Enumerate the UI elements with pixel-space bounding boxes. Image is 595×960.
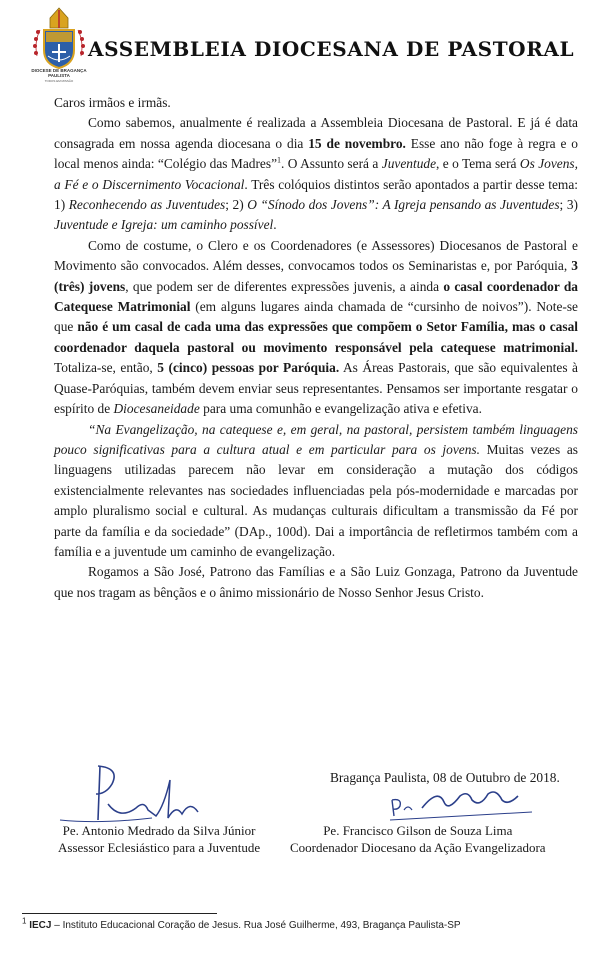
bold-span: não é um casal de cada uma das expressões que compõem o Setor Família, mas o casal coordenador daquela pastoral ou movimento responsável pela catequese matrimonial. [54, 319, 578, 355]
text-span: . Três colóquios distintos serão apontados a partir desse tema: 1) [54, 176, 578, 213]
place-date: Bragança Paulista, 08 de Outubro de 2018. [330, 770, 560, 785]
letterhead [0, 0, 595, 90]
paragraph-4: Rogamos a São José, Patrono das Famílias e a São Luiz Gonzaga, Patrono da Juventude que nos tragam as bênçãos e o ânimo missionário de Nosso Senhor Jesus Cristo. [54, 564, 578, 600]
subject-italic: Juventude [381, 156, 437, 172]
text-span: As Áreas Pastorais, que são equivalentes à Quase-Paróquias, também devem enviar seus representantes. Pensamos ser importante resgatar o espírito de [54, 360, 579, 417]
bold-span: o casal coordenador da Catequese Matrimonial [54, 278, 578, 315]
text-span: Como de costume, o Clero e os Coordenadores (e Assessores) Diocesanos de Pastoral e Movimento são convocados. Além desses, convocamos todos os Seminaristas e, por Paróquia, [54, 237, 578, 274]
text-span: Como sabemos, anualmente é realizada a Assembleia Diocesana de Pastoral. E já é data consagrada em nossa agenda diocesana o dia [54, 115, 578, 151]
footnote-text: – Instituto Educacional Coração de Jesus. Rua José Guilherme, 493, Bragança Paulista-SP [51, 920, 461, 931]
text-span: . O Assunto será a [281, 156, 382, 172]
diocese-caption: DIOCESE DE BRAGANÇA PAULISTA [31, 68, 87, 78]
bold-span: 3 (três) jovens [54, 258, 578, 294]
text-span: ; 3) [559, 197, 578, 213]
text-span: ; 2) [225, 197, 248, 213]
footnote-mark: 1 [22, 916, 27, 926]
signature-right-icon [388, 786, 538, 826]
signer-right [290, 822, 546, 856]
bold-span: 5 (cinco) pessoas por Paróquia. [157, 360, 340, 376]
signer-left-role: Assessor Eclesiástico para a Juventude [58, 840, 261, 855]
diocese-motto: TODOS EM MISSÃO [44, 79, 74, 83]
text-span: (em alguns lugares ainda chamada de “cursinho de noivos”). Note-se que [54, 299, 579, 335]
text-span: , que podem ser de diferentes expressões juvenis, a ainda [125, 278, 444, 294]
signature-left-icon [40, 760, 210, 830]
text-span: (DAp., 100d). Dai a importância de refletirmos também com a família e a juventude um caminho de evangelização. [54, 523, 578, 559]
footnote [22, 916, 461, 931]
footnote-ref: 1 [277, 155, 282, 165]
footnote-label: IECJ [29, 920, 52, 931]
signer-left-name: Pe. Antonio Medrado da Silva Júnior [62, 823, 256, 838]
signature-block [0, 760, 595, 880]
footnote-divider [22, 913, 217, 914]
date-bold: 15 de novembro. [308, 135, 406, 151]
colloquium-3: Juventude e Igreja: um caminho possível [54, 217, 274, 233]
paragraph-1 [54, 113, 578, 235]
signer-right-name: Pe. Francisco Gilson de Souza Lima [323, 823, 513, 838]
text-span: Esse ano não foge à regra e o local menos ainda: “Colégio das Madres” [54, 135, 578, 172]
signer-left [58, 822, 260, 856]
colloquium-2: O “Sínodo dos Jovens”: A Igreja pensando as Juventudes [247, 197, 560, 213]
letter-body [54, 93, 578, 603]
page-title: ASSEMBLEIA DIOCESANA DE PASTORAL [88, 37, 575, 61]
greeting: Caros irmãos e irmãs. [54, 95, 171, 110]
colloquium-1: Reconhecendo as Juventudes [68, 197, 226, 213]
quote-text: Muitas vezes as linguagens utilizadas parecem não levar em consideração a mutação dos códigos existencialmente relevantes nas sociedades influenciadas pela pós-modernidade e marcadas por amplo pluralismo social e cultural. As mudanças culturais dificultam a transmissão da Fé por parte da família e da sociedade” [54, 441, 578, 539]
italic-span: Diocesaneidade [113, 401, 200, 417]
quote-italic: “Na Evangelização, na catequese e, em geral, na pastoral, persistem também linguagens pouco significativas para a cultura atual e em particular para os jovens. [54, 421, 578, 457]
paragraph-3 [54, 420, 578, 563]
signer-right-role: Coordenador Diocesano da Ação Evangelizadora [290, 840, 546, 855]
theme-italic: Os Jovens, a Fé e o Discernimento Vocacional [54, 156, 578, 192]
text-span: para uma comunhão e evangelização ativa e efetiva. [199, 401, 482, 417]
text-span: . [273, 217, 277, 233]
text-span: Totaliza-se, então, [54, 360, 158, 376]
paragraph-2 [54, 236, 578, 420]
text-span: , e o Tema será [436, 156, 520, 172]
